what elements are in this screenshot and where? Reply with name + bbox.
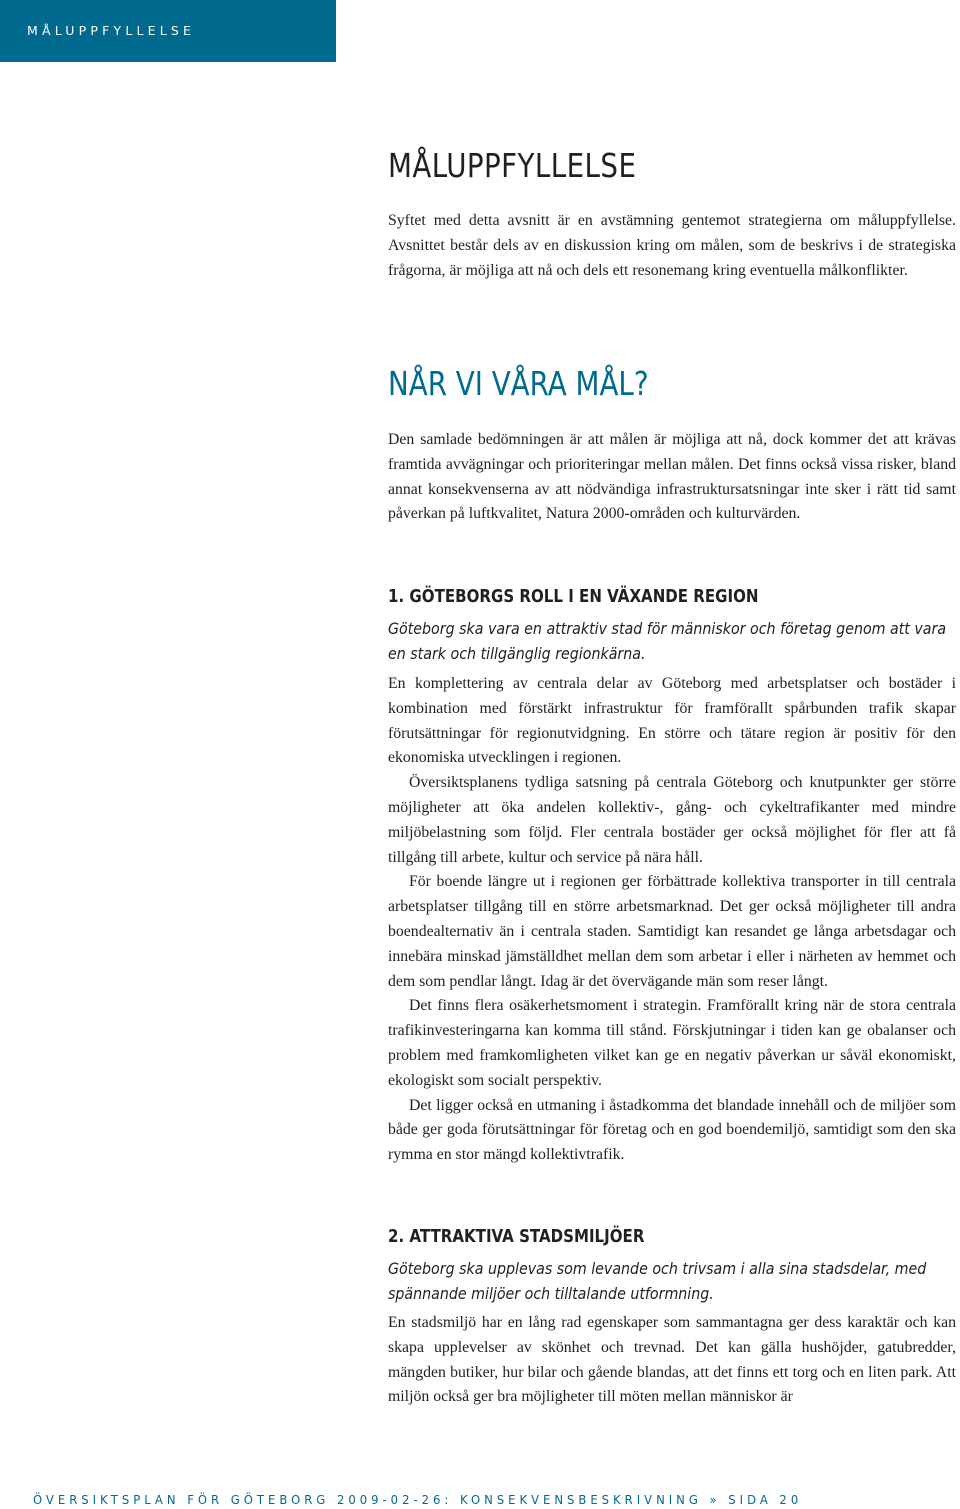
page-title: MÅLUPPFYLLELSE: [388, 146, 637, 185]
goal-1-lead: Göteborg ska vara en attraktiv stad för människor och företag genom att vara en stark och tillgänglig regionkärna.: [388, 619, 947, 663]
section-tab-label: MÅLUPPFYLLELSE: [27, 23, 196, 38]
goal-2-paragraph: En stadsmiljö har en lång rad egenskaper som sammantagna ger dess karaktär och kan skapa upplevelser av skönhet och trevnad. Det kan gälla hushöjder, gatubredder, mängden butiker, hur bilar och gående blandas, att det finns ett torg och en liten park. Att miljön också ger bra möjligheter till möten mellan människor är: [388, 1314, 956, 1406]
page-footer: ÖVERSIKTSPLAN FÖR GÖTEBORG 2009-02-26: KONSEKVENSBESKRIVNING » SIDA 20: [33, 1493, 803, 1507]
goal-1-heading: 1. GÖTEBORGS ROLL I EN VÄXANDE REGION: [388, 587, 759, 607]
section-tab: [0, 0, 336, 62]
goal-1-paragraph: Det ligger också en utmaning i åstadkomma det blandade innehåll och de miljöer som både ger goda förutsättningar för företag och en god boendemiljö, samtidigt som den ska rymma en stor mängd kollektivtrafik.: [388, 1096, 956, 1164]
section-block: [388, 428, 956, 527]
goal-1-paragraph: En komplettering av centrala delar av Göteborg med arbetsplatser och bostäder i kombination med förstärkt infrastruktur för framförallt spårbunden trafik skapar förutsättningar för regionutvidgning. En större och tätare region är positiv för den ekonomiska utvecklingen i regionen.: [388, 675, 956, 767]
goal-2-lead: Göteborg ska upplevas som levande och trivsam i alla sina stadsdelar, med spännande miljöer och tilltalande utformning.: [388, 1259, 927, 1303]
section-heading: NÅR VI VÅRA MÅL?: [388, 364, 649, 403]
goal-2-heading: 2. ATTRAKTIVA STADSMILJÖER: [388, 1227, 645, 1247]
goal-1-body: [388, 672, 956, 1168]
goal-1-paragraph: Översiktsplanens tydliga satsning på centrala Göteborg och knutpunkter ger större möjligheter att öka andelen kollektiv-, gång- och cykeltrafikanter med mindre miljöbelastning som följd. Fler centrala bostäder ger också möjlighet för fler att få tillgång till arbete, kultur och service på nära håll.: [388, 774, 956, 866]
intro-block: [388, 209, 956, 283]
intro-paragraph: Syftet med detta avsnitt är en avstämning gentemot strategierna om måluppfyllelse. Avsnittet består dels av en diskussion kring om målen, som de beskrivs i de strategiska frågorna, är möjliga att nå och dels ett resonemang kring eventuella målkonflikter.: [388, 212, 956, 279]
goal-2-body: [388, 1311, 956, 1410]
goal-1-paragraph: För boende längre ut i regionen ger förbättrade kollektiva transporter in till centrala arbetsplatser tillgång till en större arbetsmarknad. Det ger också möjligheter till andra boendealternativ än i centrala staden. Samtidigt kan resandet ge långa arbetsdagar och innebära minskad jämställdhet mellan dem som arbetar i eller i närheten av hemmet och dem som pendlar långt. Idag är det övervägande män som reser långt.: [388, 873, 956, 990]
goal-1-paragraph: Det finns flera osäkerhetsmoment i strategin. Framförallt kring när de stora centrala trafikinvesteringarna kan komma till stånd. Förskjutningar i tiden kan ge obalanser och problem med framkomligheten vilket kan ge en negativ påverkan ur såväl ekonomiskt, ekologiskt som socialt perspektiv.: [388, 997, 956, 1089]
section-paragraph: Den samlade bedömningen är att målen är möjliga att nå, dock kommer det att krävas framtida avvägningar och prioriteringar mellan målen. Det finns också vissa risker, bland annat konsekvenserna av att nödvändiga infrastruktursatsningar inte sker i rätt tid samt påverkan på luftkvalitet, Natura 2000-områden och kulturvärden.: [388, 431, 956, 523]
